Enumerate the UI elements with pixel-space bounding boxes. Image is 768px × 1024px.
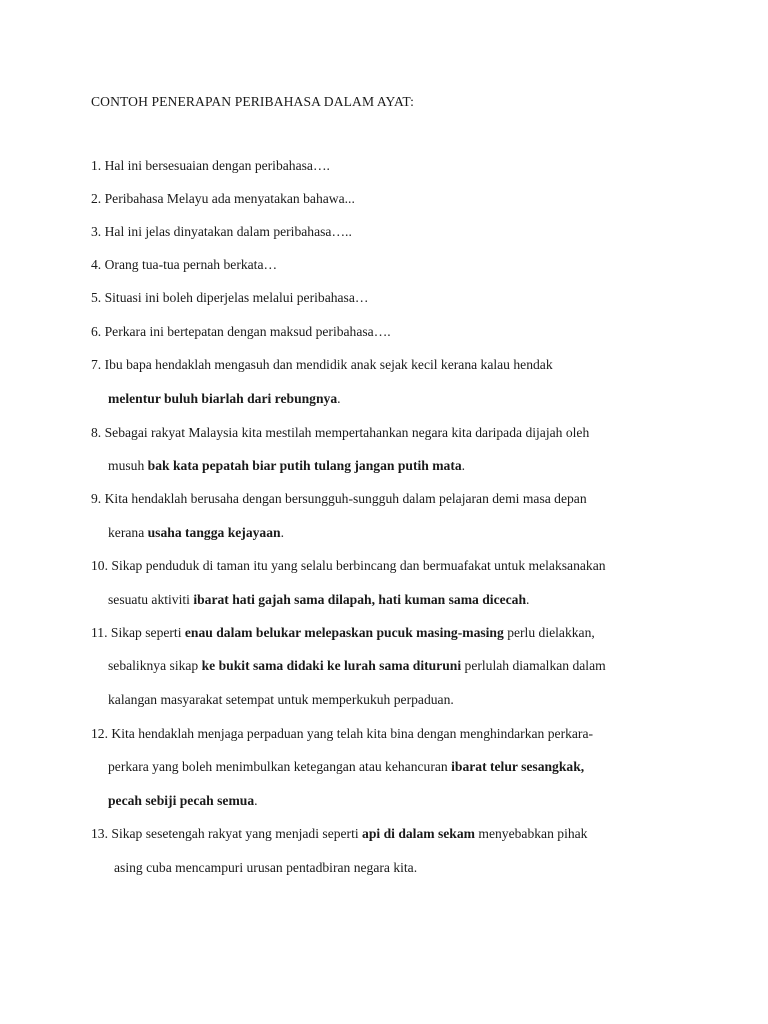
list-item-continuation-line [108,657,606,674]
list-item-line [91,825,587,842]
list-item-line [91,289,368,306]
list-item-continuation-line [108,390,341,407]
peribahasa-phrase: usaha tangga kejayaan [147,525,281,540]
sentence-text: 2. Peribahasa Melayu ada menyatakan bahawa... [91,191,355,206]
sentence-text: . [461,458,466,473]
sentence-text: perlu dielakkan, [503,625,595,640]
sentence-text: perkara yang boleh menimbulkan ketegangan atau kehancuran [108,759,452,774]
sentence-text: 9. Kita hendaklah berusaha dengan bersungguh-sungguh dalam pelajaran demi masa depan [91,491,587,506]
list-item-line [91,190,355,207]
sentence-text: sebaliknya sikap [108,658,202,673]
list-item-continuation-line [108,591,529,608]
list-item-continuation-line [108,524,284,541]
sentence-text: kerana [108,525,148,540]
list-item-line [91,424,589,441]
sentence-text: 4. Orang tua-tua pernah berkata… [91,257,278,272]
sentence-text: . [526,592,530,607]
peribahasa-phrase: pecah sebiji pecah semua [108,793,255,808]
sentence-text: 11. Sikap seperti [91,625,185,640]
peribahasa-phrase: ibarat telur sesangkak, [451,759,585,774]
list-item-continuation-line [108,792,258,809]
list-item-line [91,223,352,240]
sentence-text: perlulah diamalkan dalam [461,658,606,673]
list-item-line [91,490,587,507]
list-item-continuation-line [108,457,465,474]
peribahasa-phrase: ke bukit sama didaki ke lurah sama dituruni [201,658,462,673]
sentence-text: menyebabkan pihak [474,826,588,841]
peribahasa-phrase: bak kata pepatah biar putih tulang jangan putih mata [147,458,462,473]
list-item-line [91,624,595,641]
sentence-text: . [337,391,341,406]
sentence-text: 3. Hal ini jelas dinyatakan dalam peribahasa….. [91,224,352,239]
list-item-continuation-line [108,758,584,775]
sentence-text: . [254,793,258,808]
list-item-line [91,157,330,174]
list-item-line [91,725,593,742]
sentence-text: asing cuba mencampuri urusan pentadbiran negara kita. [114,860,418,875]
sentence-text: 6. Perkara ini bertepatan dengan maksud peribahasa…. [91,324,391,339]
sentence-text: 1. Hal ini bersesuaian dengan peribahasa…. [91,158,330,173]
sentence-text: kalangan masyarakat setempat untuk memperkukuh perpaduan. [108,692,454,707]
sentence-text: 7. Ibu bapa hendaklah mengasuh dan mendidik anak sejak kecil kerana kalau hendak [91,357,553,372]
sentence-text: . [280,525,284,540]
peribahasa-phrase: melentur buluh biarlah dari rebungnya [108,391,338,406]
sentence-text: 12. Kita hendaklah menjaga perpaduan yang telah kita bina dengan menghindarkan perkara- [91,726,594,741]
peribahasa-phrase: ibarat hati gajah sama dilapah, hati kuman sama dicecah [193,592,527,607]
list-item-continuation-line [114,859,417,876]
list-item-line [91,557,606,574]
list-item-continuation-line [108,691,454,708]
list-item-line [91,323,391,340]
sentence-text: 8. Sebagai rakyat Malaysia kita mestilah mempertahankan negara kita daripada dijajah oleh [91,425,590,440]
sentence-text: musuh [108,458,148,473]
list-item-line [91,256,277,273]
sentence-text: 13. Sikap sesetengah rakyat yang menjadi seperti [91,826,363,841]
sentence-text: 5. Situasi ini boleh diperjelas melalui peribahasa… [91,290,369,305]
sentence-text: 10. Sikap penduduk di taman itu yang selalu berbincang dan bermuafakat untuk melaksanakan [91,558,606,573]
peribahasa-phrase: enau dalam belukar melepaskan pucuk masing-masing [184,625,504,640]
sentence-text: sesuatu aktiviti [108,592,194,607]
list-item-line [91,356,553,373]
page-title: CONTOH PENERAPAN PERIBAHASA DALAM AYAT: [91,94,414,109]
peribahasa-phrase: api di dalam sekam [362,826,475,841]
